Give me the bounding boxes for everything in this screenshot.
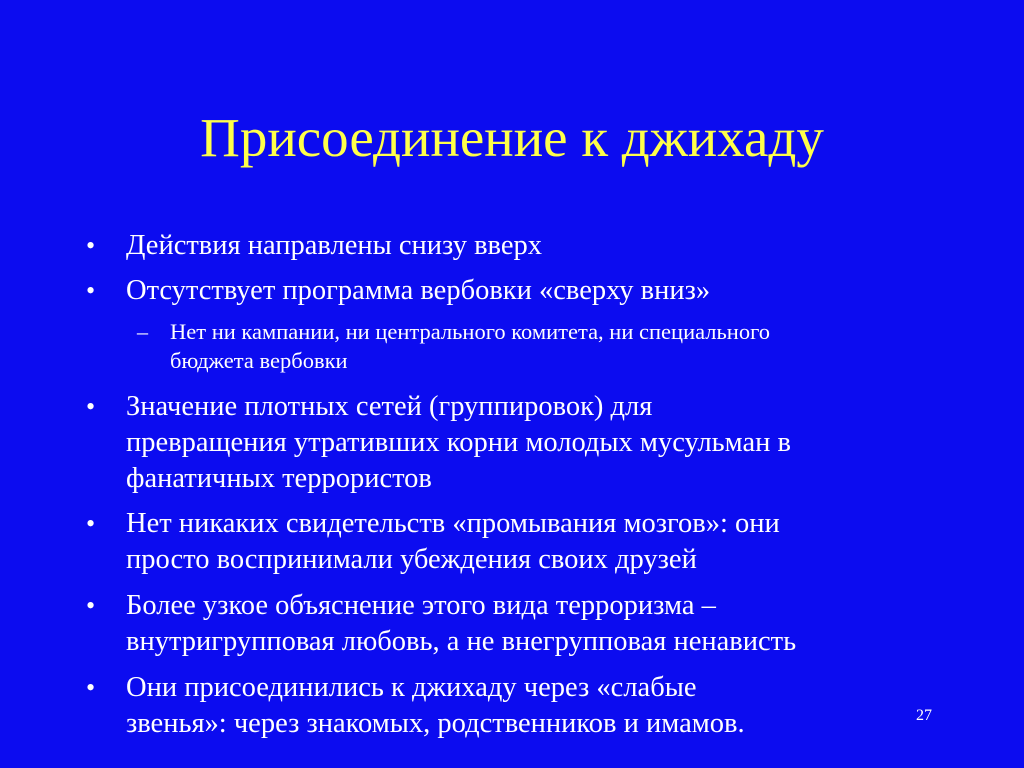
sub-bullet-text: [170, 317, 990, 375]
bullet-text: [126, 670, 946, 742]
bullet-line: звенья»: через знакомых, родственников и имамов.: [126, 708, 745, 739]
bullet-line: Более узкое объяснение этого вида терроризма –: [126, 590, 716, 621]
bullet-text: [126, 228, 946, 264]
bullet-line: превращения утративших корни молодых мусульман в: [126, 427, 792, 458]
page-number: 27: [916, 707, 932, 724]
bullet-line: Действия направлены снизу вверх: [126, 230, 542, 261]
bullet-marker: •: [86, 392, 96, 421]
bullet-text: [126, 389, 946, 497]
slide-title: Присоединение к джихаду: [200, 107, 824, 168]
bullet-text: [126, 506, 946, 578]
bullet-text: [126, 588, 946, 660]
bullet-marker: •: [86, 231, 96, 260]
sub-bullet-marker: –: [137, 319, 148, 344]
bullet-line: внутригрупповая любовь, а не внегрупповая ненависть: [126, 626, 797, 657]
bullet-marker: •: [86, 276, 96, 305]
sub-bullet-line: Нет ни кампании, ни центрального комитета, ни специального: [170, 319, 770, 344]
bullet-line: Нет никаких свидетельств «промывания мозгов»: они: [126, 508, 780, 539]
sub-bullet-line: бюджета вербовки: [170, 348, 348, 373]
bullet-line: Значение плотных сетей (группировок) для: [126, 391, 653, 422]
bullet-marker: •: [86, 591, 96, 620]
bullet-line: Они присоединились к джихаду через «слабые: [126, 672, 697, 703]
bullet-line: Отсутствует программа вербовки «сверху вниз»: [126, 275, 711, 306]
bullet-line: фанатичных террористов: [126, 463, 432, 494]
bullet-marker: •: [86, 673, 96, 702]
bullet-text: [126, 273, 946, 309]
bullet-marker: •: [86, 509, 96, 538]
bullet-line: просто воспринимали убеждения своих друзей: [126, 544, 697, 575]
